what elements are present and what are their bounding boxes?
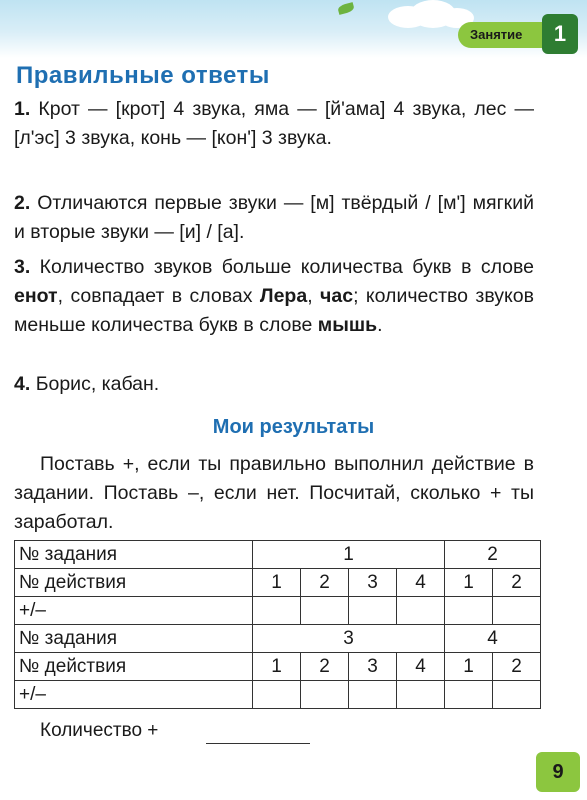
action-number-cell: 2 [493,653,541,681]
mark-label-cell: +/– [15,597,253,625]
answer-1 [14,95,534,153]
answer-word: час [320,285,354,307]
action-number-cell: 4 [397,653,445,681]
action-number-cell: 1 [253,569,301,597]
table-row [15,597,541,625]
task-label-cell: № задания [15,625,253,653]
task-label-cell: № задания [15,541,253,569]
answer-text: . [377,314,383,336]
answer-2 [14,189,534,247]
action-label-cell: № действия [15,569,253,597]
answer-text: Борис, кабан. [35,373,160,395]
mark-cell[interactable] [493,597,541,625]
mark-cell[interactable] [493,681,541,709]
answer-number: 4. [14,373,31,395]
count-label: Количество + [40,720,159,741]
answer-number: 1. [14,98,31,120]
action-number-cell: 2 [301,653,349,681]
mark-cell[interactable] [445,681,493,709]
count-answer-line[interactable] [206,743,310,744]
action-number-cell: 1 [253,653,301,681]
answer-word: мышь [317,314,378,336]
mark-cell[interactable] [301,597,349,625]
mark-cell[interactable] [301,681,349,709]
answer-word: Лера [259,285,308,307]
answer-number: 2. [14,192,31,214]
mark-cell[interactable] [349,597,397,625]
table-row [15,541,541,569]
table-row [15,569,541,597]
action-number-cell: 2 [493,569,541,597]
action-number-cell: 4 [397,569,445,597]
answer-text: , совпадает в словах [57,285,260,307]
task-number-cell: 1 [253,541,445,569]
action-number-cell: 3 [349,653,397,681]
table-row [15,653,541,681]
results-table [14,540,541,709]
answer-text: Количество звуков больше количества букв в слове [39,256,535,278]
lesson-number: 1 [542,14,578,54]
answer-text: Крот — [крот] 4 звука, яма — [й'ама] 4 звука, лес — [л'эс] 3 звука, конь — [кон'] 3 звука. [14,98,534,149]
results-instruction: Поставь +, если ты правильно выполнил действие в задании. Поставь –, если нет. Посчитай, сколько + ты заработал. [14,453,534,533]
answer-text: , [307,285,321,307]
action-number-cell: 1 [445,569,493,597]
action-number-cell: 1 [445,653,493,681]
action-label-cell: № действия [15,653,253,681]
mark-cell[interactable] [397,681,445,709]
table-row [15,681,541,709]
answer-3 [14,253,534,340]
lesson-label: Занятие [470,27,523,42]
answer-number: 3. [14,256,31,278]
answer-word: енот [14,285,58,307]
mark-cell[interactable] [445,597,493,625]
table-row [15,625,541,653]
mark-label-cell: +/– [15,681,253,709]
results-subtitle: Мои результаты [212,416,375,438]
mark-cell[interactable] [253,681,301,709]
task-number-cell: 4 [445,625,541,653]
action-number-cell: 3 [349,569,397,597]
mark-cell[interactable] [397,597,445,625]
answer-text: Отличаются первые звуки — [м] твёрдый / [м'] мягкий и вторые звуки — [и] / [а]. [14,192,534,243]
page-title: Правильные ответы [16,62,270,89]
mark-cell[interactable] [349,681,397,709]
mark-cell[interactable] [253,597,301,625]
task-number-cell: 2 [445,541,541,569]
answer-4 [14,370,534,399]
task-number-cell: 3 [253,625,445,653]
action-number-cell: 2 [301,569,349,597]
page-number: 9 [536,752,580,792]
answer-text: ; количество звуков меньше количества букв в слове [14,285,534,336]
